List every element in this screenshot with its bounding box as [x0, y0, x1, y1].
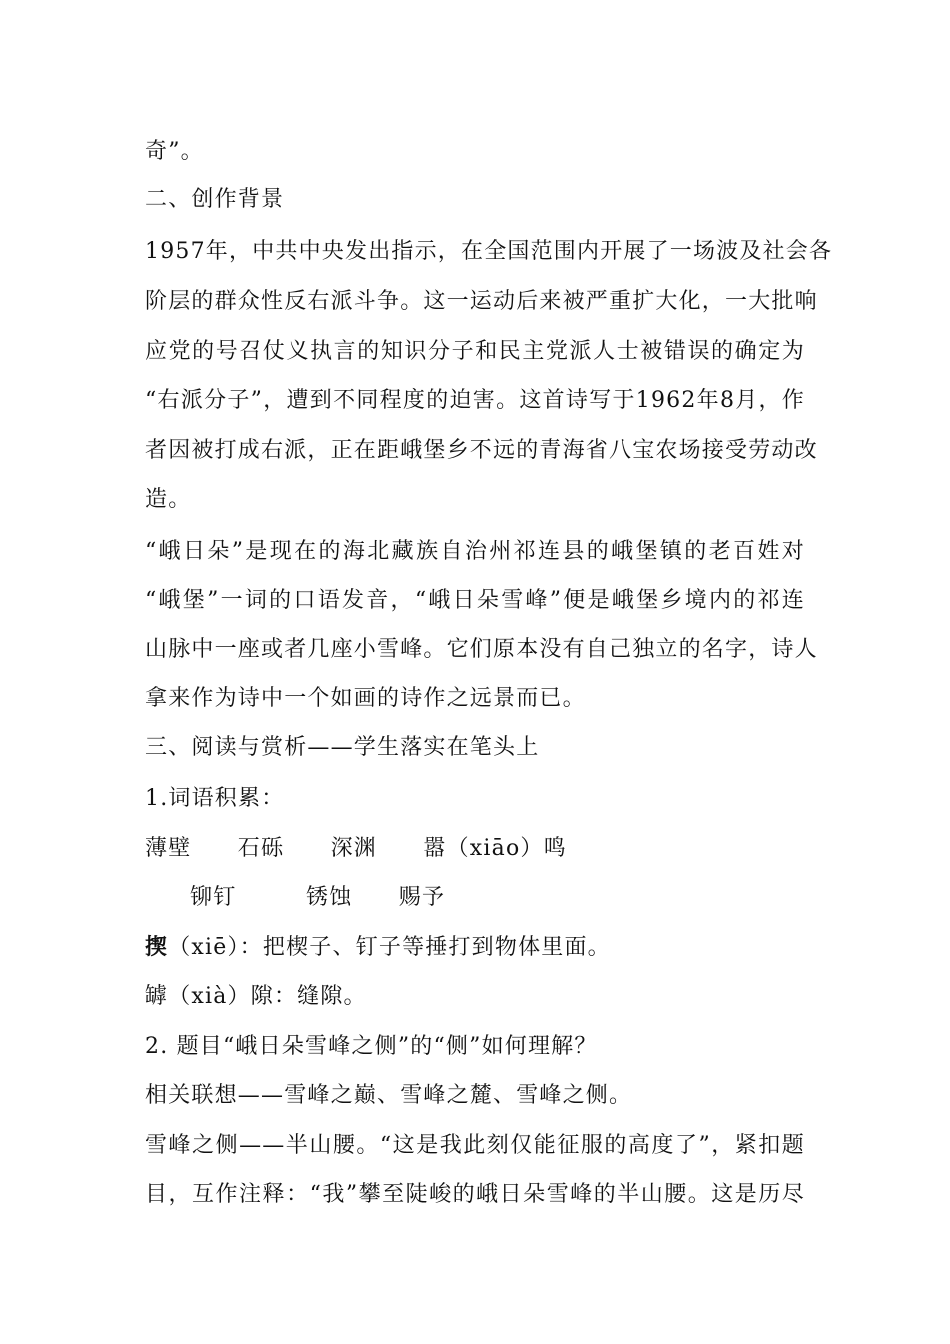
vocabulary-row-1: 薄壁 石砾 深渊 嚣（xiāo）鸣	[145, 836, 567, 861]
text-line: 阶层的群众性反右派斗争。这一运动后来被严重扩大化，一大批响	[145, 289, 818, 314]
text-line: 造。	[145, 487, 192, 512]
text-line: 拿来作为诗中一个如画的诗作之远景而已。	[145, 686, 586, 711]
text-line: 山脉中一座或者几座小雪峰。它们原本没有自己独立的名字，诗人	[145, 637, 818, 662]
section-heading-reading: 三、阅读与赏析——学生落实在笔头上	[145, 735, 540, 760]
definition-term: 揳	[145, 934, 169, 960]
text-line: 1957年，中共中央发出指示，在全国范围内开展了一场波及社会各	[145, 239, 833, 264]
text-line: “峨日朵”是现在的海北藏族自治州祁连县的峨堡镇的老百姓对	[145, 539, 805, 564]
text-line: 者因被打成右派，正在距峨堡乡不远的青海省八宝农场接受劳动改	[145, 438, 818, 463]
text-line: “右派分子”，遭到不同程度的迫害。这首诗写于1962年8月，作	[145, 388, 805, 413]
definition-line: 罅（xià）隙：缝隙。	[145, 984, 367, 1009]
question-title: 2. 题目“峨日朵雪峰之侧”的“侧”如何理解？	[145, 1034, 598, 1059]
text-line: 奇”。	[145, 139, 204, 164]
section-heading-background: 二、创作背景	[145, 187, 285, 212]
text-line: 雪峰之侧——半山腰。“这是我此刻仅能征服的高度了”，紧扣题	[145, 1133, 805, 1158]
text-line: 目，互作注释：“我”攀至陡峻的峨日朵雪峰的半山腰。这是历尽	[145, 1182, 805, 1207]
vocabulary-row-2: 铆钉 锈蚀 赐予	[190, 885, 446, 910]
definition-text: （xiē）：把楔子、钉子等捶打到物体里面。	[168, 935, 611, 960]
text-line: 应党的号召仗义执言的知识分子和民主党派人士被错误的确定为	[145, 339, 805, 364]
definition-line	[145, 932, 611, 963]
text-line: “峨堡”一词的口语发音，“峨日朵雪峰”便是峨堡乡境内的祁连	[145, 588, 805, 613]
subheading-vocabulary: 1.词语积累：	[145, 786, 285, 811]
text-line: 相关联想——雪峰之巅、雪峰之麓、雪峰之侧。	[145, 1083, 633, 1108]
